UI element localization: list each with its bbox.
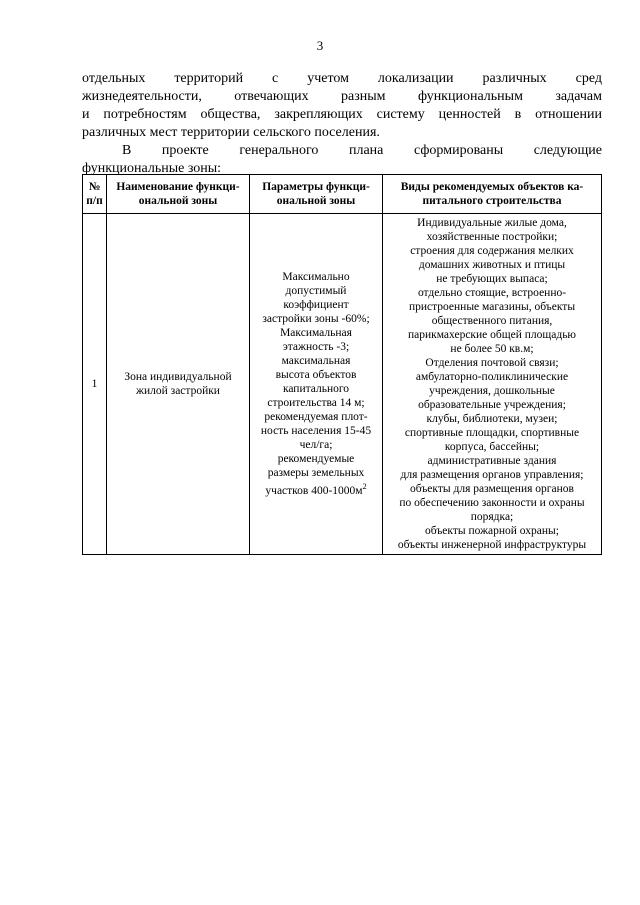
object-line: объекты для размещения органов bbox=[410, 483, 574, 495]
row-number: 1 bbox=[83, 214, 107, 555]
object-line: клубы, библиотеки, музеи; bbox=[426, 413, 558, 425]
header-zone-line2: ональной зоны bbox=[138, 195, 218, 207]
object-line: объекты инженерной инфраструктуры bbox=[397, 539, 587, 551]
param-line: Максимально bbox=[282, 271, 350, 284]
object-line: домашних животных и птицы bbox=[418, 259, 566, 271]
header-zone-parameters bbox=[250, 175, 383, 214]
intro-line: функциональные зоны: bbox=[82, 161, 222, 176]
param-line: рекомендуемая плот- bbox=[264, 411, 368, 424]
header-number-line2: п/п bbox=[86, 195, 103, 207]
object-line: общественного питания, bbox=[431, 315, 553, 327]
param-line: Максимальная bbox=[280, 327, 352, 340]
header-params-line2: ональной зоны bbox=[276, 195, 356, 207]
param-line: чел/га; bbox=[299, 439, 333, 452]
intro-line: В проекте генерального плана сформированы следующие bbox=[122, 143, 602, 158]
header-number bbox=[83, 175, 107, 214]
object-line: хозяйственные постройки; bbox=[426, 231, 558, 243]
intro-line: различных мест территории сельского поселения. bbox=[82, 125, 380, 140]
param-line: допустимый bbox=[285, 285, 347, 298]
param-line: максимальная bbox=[281, 355, 351, 368]
param-line: рекомендуемые bbox=[277, 453, 355, 466]
object-line: для размещения органов управления; bbox=[400, 469, 584, 481]
object-line: порядка; bbox=[470, 511, 514, 523]
object-line: отдельно стоящие, встроенно- bbox=[417, 287, 567, 299]
object-line: Индивидуальные жилые дома, bbox=[417, 217, 567, 229]
functional-zones-table bbox=[82, 174, 602, 555]
plot-size-text: участков 400-1000м bbox=[265, 484, 363, 497]
header-zone-name bbox=[107, 175, 250, 214]
header-zone-line1: Наименование функци- bbox=[116, 181, 240, 193]
param-line: капитального bbox=[282, 383, 350, 396]
object-line: не требующих выпаса; bbox=[436, 273, 548, 285]
object-line: образовательные учреждения; bbox=[418, 399, 566, 411]
object-line: учреждения, дошкольные bbox=[429, 385, 555, 397]
page-number: 3 bbox=[316, 38, 324, 53]
object-line: пристроенные магазины, объекты bbox=[408, 301, 576, 313]
table-row bbox=[83, 214, 602, 555]
zone-name-line: Зона индивидуальной bbox=[124, 371, 232, 383]
object-line: объекты пожарной охраны; bbox=[425, 525, 559, 537]
header-params-line1: Параметры функци- bbox=[262, 181, 370, 193]
object-line: парикмахерские общей площадью bbox=[407, 329, 577, 341]
object-line: корпуса, бассейны; bbox=[444, 441, 540, 453]
param-line: высота объектов bbox=[275, 369, 357, 382]
intro-paragraph bbox=[82, 70, 602, 178]
param-line: строительства 14 м; bbox=[267, 397, 365, 410]
intro-line: жизнедеятельности, отвечающих разным функциональным задачам bbox=[82, 89, 602, 104]
param-line: размеры земельных bbox=[267, 467, 365, 480]
object-line: спортивные площадки, спортивные bbox=[404, 427, 580, 439]
header-number-line1: № bbox=[88, 181, 101, 193]
square-meter-superscript: 2 bbox=[362, 482, 367, 492]
intro-line: отдельных территорий с учетом локализации различных сред bbox=[82, 71, 602, 86]
zone-name-cell bbox=[107, 214, 250, 555]
intro-line: и потребностям общества, закрепляющих систему ценностей в отношении bbox=[82, 107, 602, 122]
zone-name-line: жилой застройки bbox=[136, 385, 220, 397]
param-line: этажность -3; bbox=[282, 341, 350, 354]
object-line: по обеспечению законности и охраны bbox=[399, 497, 585, 509]
object-line: не более 50 кв.м; bbox=[450, 343, 534, 355]
object-line: Отделения почтовой связи; bbox=[425, 357, 559, 369]
param-line: ность населения 15-45 bbox=[260, 425, 372, 438]
header-objects-line1: Виды рекомендуемых объектов ка- bbox=[400, 181, 584, 193]
table-header-row bbox=[83, 175, 602, 214]
recommended-objects-cell bbox=[383, 214, 602, 555]
param-line-last bbox=[253, 480, 379, 498]
header-objects-line2: питального строительства bbox=[422, 195, 562, 207]
param-line: застройки зоны -60%; bbox=[262, 313, 370, 326]
object-line: административные здания bbox=[427, 455, 557, 467]
object-line: амбулаторно-поликлинические bbox=[415, 371, 569, 383]
object-line: строения для содержания мелких bbox=[410, 245, 574, 257]
param-line: коэффициент bbox=[283, 299, 349, 312]
zone-parameters-cell bbox=[250, 214, 383, 555]
header-recommended-objects bbox=[383, 175, 602, 214]
